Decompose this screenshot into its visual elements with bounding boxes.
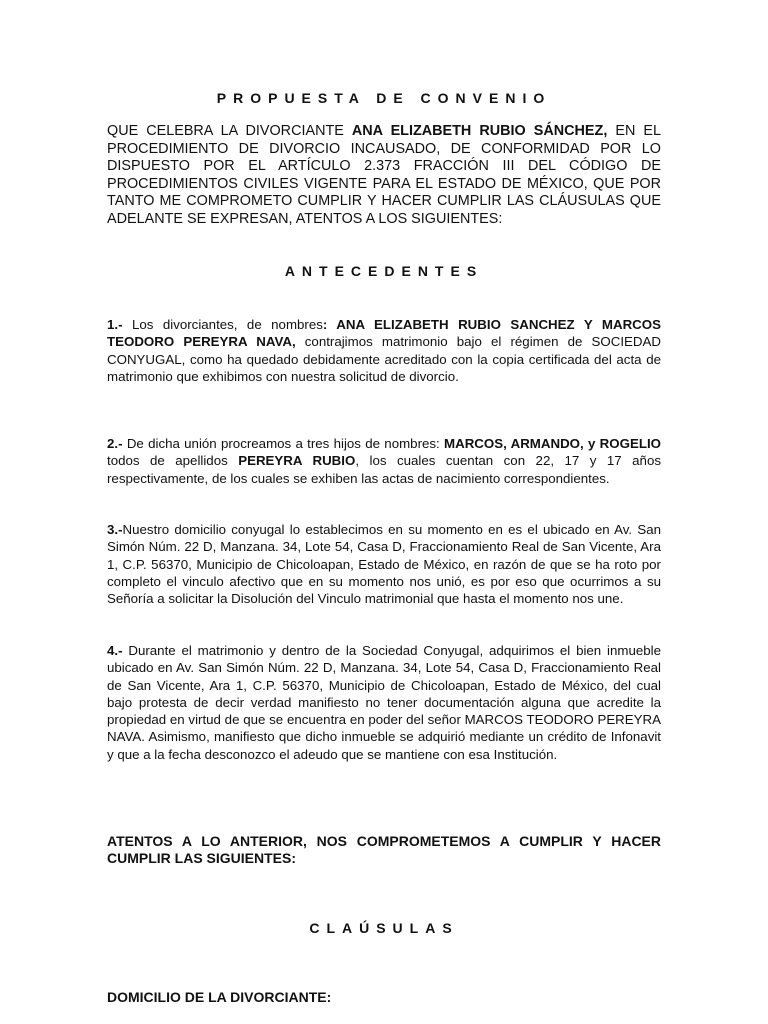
antecedente-bold-text: PEREYRA RUBIO	[238, 453, 356, 469]
document-title: PROPUESTA DE CONVENIO	[216, 90, 552, 106]
antecedente-number: 3.-	[107, 522, 123, 537]
antecedente-text: Durante el matrimonio y dentro de la Sociedad Conyugal, adquirimos el bien inmueble ubicado en Av. San Simón Núm. 22 D, Manzana. 34, Lote 54, Casa D, Fraccionamiento Real de San Vicente, Ara 1, C.P. 56370, Municipio de Chicoloapan, Estado de México, del cual bajo protesta de decir verdad manifiesto no tener documentación alguna que acredite la propiedad en virtud de que se encuentra en poder del señor MARCOS TEODORO PEREYRA NAVA. Asimismo, manifiesto que dicho inmueble se adquirió mediante un crédito de Infonavit y que a la fecha desconozco el adeudo que se mantiene con esa Institución.	[107, 643, 661, 762]
antecedente-bold-text: : ANA ELIZABETH RUBIO SANCHEZ Y MARCOS TEODORO PEREYRA NAVA,	[107, 317, 661, 350]
antecedente-3	[107, 521, 661, 607]
antecedente-number: 2.-	[107, 436, 123, 451]
intro-text-continued: EN EL PROCEDIMIENTO DE DIVORCIO INCAUSADO, DE CONFORMIDAD POR LO DISPUESTO POR EL ARTÍCULO 2.373 FRACCIÓN III DEL CÓDIGO DE PROCEDIMIENTOS CIVILES VIGENTE PARA EL ESTADO DE MÉXICO, QUE POR TANTO ME COMPROMETO CUMPLIR Y HACER CUMPLIR LAS CLÁUSULAS QUE ADELANTE SE EXPRESAN, ATENTOS A LOS SIGUIENTES:	[107, 123, 662, 227]
antecedente-4	[107, 642, 661, 763]
antecedente-text: , los cuales cuentan con 22, 17 y 17 años respectivamente, de los cuales se exhiben las actas de nacimiento correspondientes.	[107, 453, 661, 486]
antecedente-text: Nuestro domicilio conyugal lo establecimos en su momento en es el ubicado en Av. San Simón Núm. 22 D, Manzana. 34, Lote 54, Casa D, Fraccionamiento Real de San Vicente, Ara 1, C.P. 56370, Municipio de Chicoloapan, Estado de México, en razón de que se ha roto por completo el vinculo afectivo que en su momento nos unió, es por eso que ocurrimos a su Señoría a solicitar la Disolución del Vinculo matrimonial que hasta el momento nos une.	[107, 522, 661, 607]
clausulas-heading: CLAÚSULAS	[309, 920, 459, 936]
antecedente-text: Los divorciantes, de nombres	[122, 317, 323, 332]
antecedente-text: todos de apellidos	[107, 453, 239, 469]
antecedente-number: 4.-	[107, 643, 123, 658]
antecedente-text: De dicha unión procreamos a tres hijos de nombres:	[122, 436, 445, 451]
intro-name: ANA ELIZABETH RUBIO SÁNCHEZ,	[351, 123, 608, 139]
antecedente-number: 1.-	[107, 317, 123, 332]
intro-text: QUE CELEBRA LA DIVORCIANTE	[107, 123, 352, 139]
antecedente-bold-text: MARCOS, ARMANDO, y ROGELIO	[444, 436, 661, 451]
antecedente-text: contrajimos matrimonio bajo el régimen de SOCIEDAD CONYUGAL, como ha quedado debidamente acreditado con la copia certificada del acta de matrimonio que exhibimos con nuestra solicitud de divorcio.	[107, 334, 661, 384]
antecedente-1	[107, 316, 661, 385]
compromiso-paragraph: ATENTOS A LO ANTERIOR, NOS COMPROMETEMOS A CUMPLIR Y HACER CUMPLIR LAS SIGUIENTES:	[107, 833, 661, 867]
antecedentes-heading: ANTECEDENTES	[284, 263, 484, 279]
intro-paragraph	[107, 123, 661, 229]
antecedente-2	[107, 435, 661, 487]
domicilio-heading: DOMICILIO DE LA DIVORCIANTE:	[107, 989, 332, 1005]
